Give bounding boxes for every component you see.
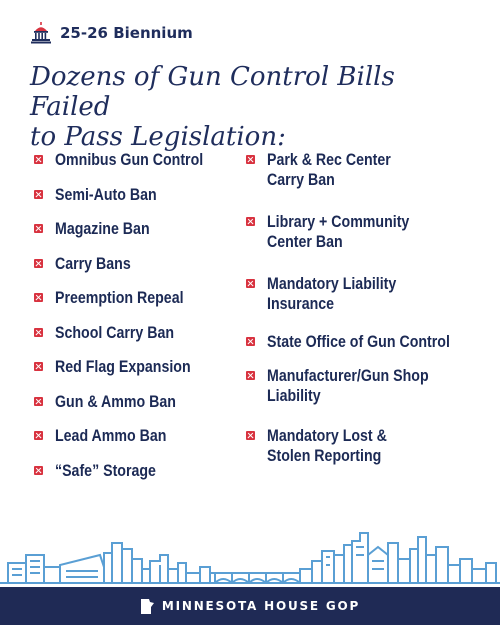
bill-label-line-1: Library + Community: [267, 213, 410, 231]
x-mark-icon: [34, 224, 43, 233]
bill-text: [267, 366, 455, 406]
bill-text: [267, 274, 417, 314]
list-item: [246, 366, 486, 426]
x-mark-icon: [246, 155, 255, 164]
bill-label-line-2: Carry Ban: [267, 171, 335, 189]
list-item: [34, 357, 234, 392]
x-mark-icon: [34, 397, 43, 406]
x-mark-icon: [34, 155, 43, 164]
x-mark-icon: [34, 328, 43, 337]
x-mark-icon: [34, 190, 43, 199]
list-item: [34, 426, 234, 461]
bill-label-line-1: Mandatory Liability: [267, 275, 397, 293]
x-mark-icon: [34, 293, 43, 302]
bill-label-line-1: Manufacturer/Gun Shop: [267, 367, 429, 385]
list-item: [34, 254, 234, 289]
list-item: [34, 392, 234, 427]
list-item: [34, 461, 234, 496]
bill-label-line-1: Park & Rec Center: [267, 151, 391, 169]
bill-label: School Carry Ban: [55, 323, 175, 342]
bill-label: Lead Ammo Ban: [55, 427, 167, 445]
bill-label-line-2: Center Ban: [267, 233, 343, 251]
bill-label-line-1: State Office of Gun Control: [267, 333, 450, 351]
list-item: [246, 150, 486, 212]
biennium-header: [30, 22, 193, 44]
list-item: [246, 212, 486, 274]
failed-bills-list-right: [246, 150, 486, 486]
footer-label: MINNESOTA HOUSE GOP: [161, 599, 361, 613]
list-item: [34, 150, 234, 185]
footer-banner: [0, 587, 500, 625]
list-item: [34, 288, 234, 323]
minnesota-state-icon: [140, 599, 154, 614]
list-item: [34, 219, 234, 254]
x-mark-icon: [34, 362, 43, 371]
x-mark-icon: [246, 431, 255, 440]
bill-text: [267, 150, 411, 190]
list-item: [246, 426, 486, 486]
bill-text: [267, 332, 480, 352]
list-item: [34, 185, 234, 220]
list-item: [246, 332, 486, 366]
title-line-2: to Pass Legislation:: [30, 122, 286, 152]
title-line-1: Dozens of Gun Control Bills Failed: [30, 62, 395, 122]
bill-label-line-2: Stolen Reporting: [267, 447, 382, 465]
bill-label: Semi-Auto Ban: [55, 185, 157, 204]
bill-label-line-2: Insurance: [267, 295, 335, 313]
biennium-label: 25-26 Biennium: [60, 24, 193, 42]
bill-text: [267, 426, 406, 466]
x-mark-icon: [246, 279, 255, 288]
bill-label-line-1: Mandatory Lost &: [267, 427, 387, 445]
bill-label: “Safe” Storage: [55, 461, 156, 480]
x-mark-icon: [34, 466, 43, 475]
list-item: [246, 274, 486, 332]
failed-bills-list-left: [34, 150, 234, 495]
bill-label-line-2: Liability: [267, 387, 321, 405]
bill-label: Red Flag Expansion: [55, 358, 191, 376]
list-item: [34, 323, 234, 358]
bill-text: [267, 212, 433, 252]
x-mark-icon: [246, 371, 255, 380]
bill-label: Magazine Ban: [55, 220, 150, 238]
x-mark-icon: [34, 259, 43, 268]
bill-label: Preemption Repeal: [55, 289, 184, 307]
x-mark-icon: [246, 217, 255, 226]
x-mark-icon: [34, 431, 43, 440]
capitol-dome-icon: [30, 22, 52, 44]
x-mark-icon: [246, 337, 255, 346]
bill-label: Carry Bans: [55, 254, 131, 273]
bill-label: Gun & Ammo Ban: [55, 392, 176, 411]
minneapolis-skyline-illustration: [0, 525, 500, 587]
page-title: [30, 62, 480, 152]
bill-label: Omnibus Gun Control: [55, 151, 204, 169]
